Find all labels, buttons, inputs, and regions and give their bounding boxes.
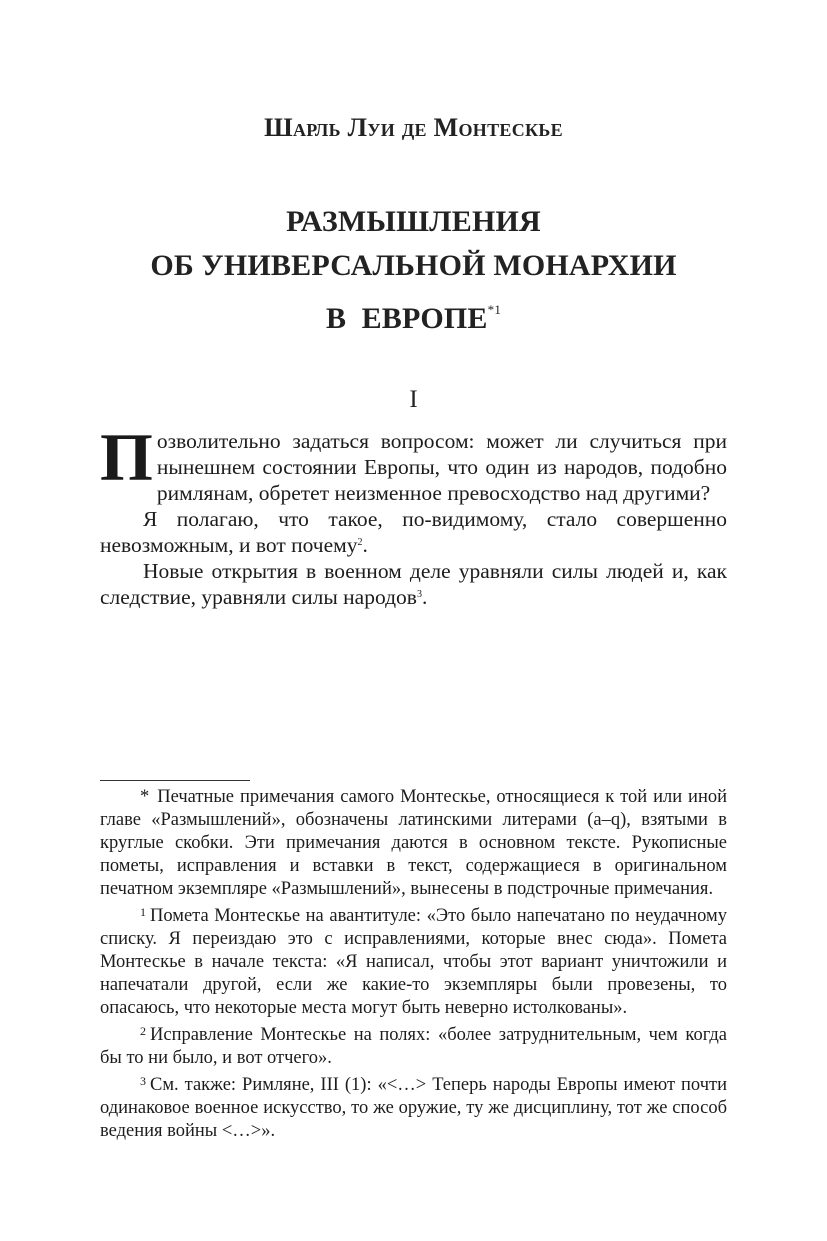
paragraph-2-end: . [362,533,368,557]
footnote-star-mark: * [140,787,150,807]
drop-cap: П [100,419,153,495]
footnote-1 [100,901,727,1020]
title-footnote-mark: *1 [487,302,502,317]
title-line-3-text: В ЕВРОПЕ [325,302,488,335]
footnote-1-text: Помета Монтескье на авантитуле: «Это было напечатано по неудачному списку. Я переиздаю это с исправлениями, которые внес сюда». Помета Монтескье в начале текста: «Я написал, чтобы этот вариант уничтожили и напечатали другой, если же какие-то экземпляры были провезены, то опасаюсь, что некоторые места могут быть неверно истолкованы». [100,906,727,1018]
paragraph-3 [100,558,727,610]
work-title [0,200,827,341]
footnote-ref-2: 2 [357,537,363,548]
footnote-3 [100,1070,727,1143]
footnote-3-text: См. также: Римляне, III (1): «<…> Теперь народы Европы имеют почти одинаковое военное искусство, то же оружие, ту же дисциплину, тот же способ ведения войны <…>». [100,1075,727,1141]
title-line-1: РАЗМЫШЛЕНИЯ [286,205,541,238]
footnote-2 [100,1020,727,1070]
paragraph-1 [100,419,727,506]
footnote-star-text: Печатные примечания самого Монтескье, относящиеся к той или иной главе «Размышлений», обозначены латинскими литерами (a–q), взятыми в круглые скобки. Эти примечания даются в основном тексте. Рукописные пометы, исправления и вставки в текст, содержащиеся в оригинальном печатном экземпляре «Размышлений», вынесены в подстрочные примечания. [100,787,727,899]
footnote-divider [100,780,250,781]
title-line-3 [0,288,827,341]
footnote-star [100,786,727,901]
paragraph-2 [100,506,727,558]
paragraph-3-text: Новые открытия в военном деле уравняли силы людей и, как следствие, уравняли силы народов [100,559,727,609]
footnote-ref-3: 3 [416,589,422,600]
paragraph-1-text: озволительно задаться вопросом: может ли случиться при нынешнем состоянии Европы, что один из народов, подобно римлянам, обретет неизменное превосходство над другими? [156,429,727,505]
footnote-3-mark: 3 [140,1074,146,1088]
chapter-number: I [409,386,418,413]
main-text [100,419,727,610]
footnote-1-mark: 1 [140,905,146,919]
paragraph-3-end: . [421,585,428,609]
title-line-2: ОБ УНИВЕРСАЛЬНОЙ МОНАРХИИ [150,249,677,282]
footnote-2-mark: 2 [140,1024,146,1038]
author-name: Шарль Луи де Монтескье [264,113,563,142]
footnotes [100,786,727,1143]
paragraph-2-text: Я полагаю, что такое, по-видимому, стало совершенно невозможным, и вот почему [100,507,727,557]
footnote-2-text: Исправление Монтескье на полях: «более затруднительным, чем когда бы то ни было, и вот отчего». [100,1025,727,1068]
